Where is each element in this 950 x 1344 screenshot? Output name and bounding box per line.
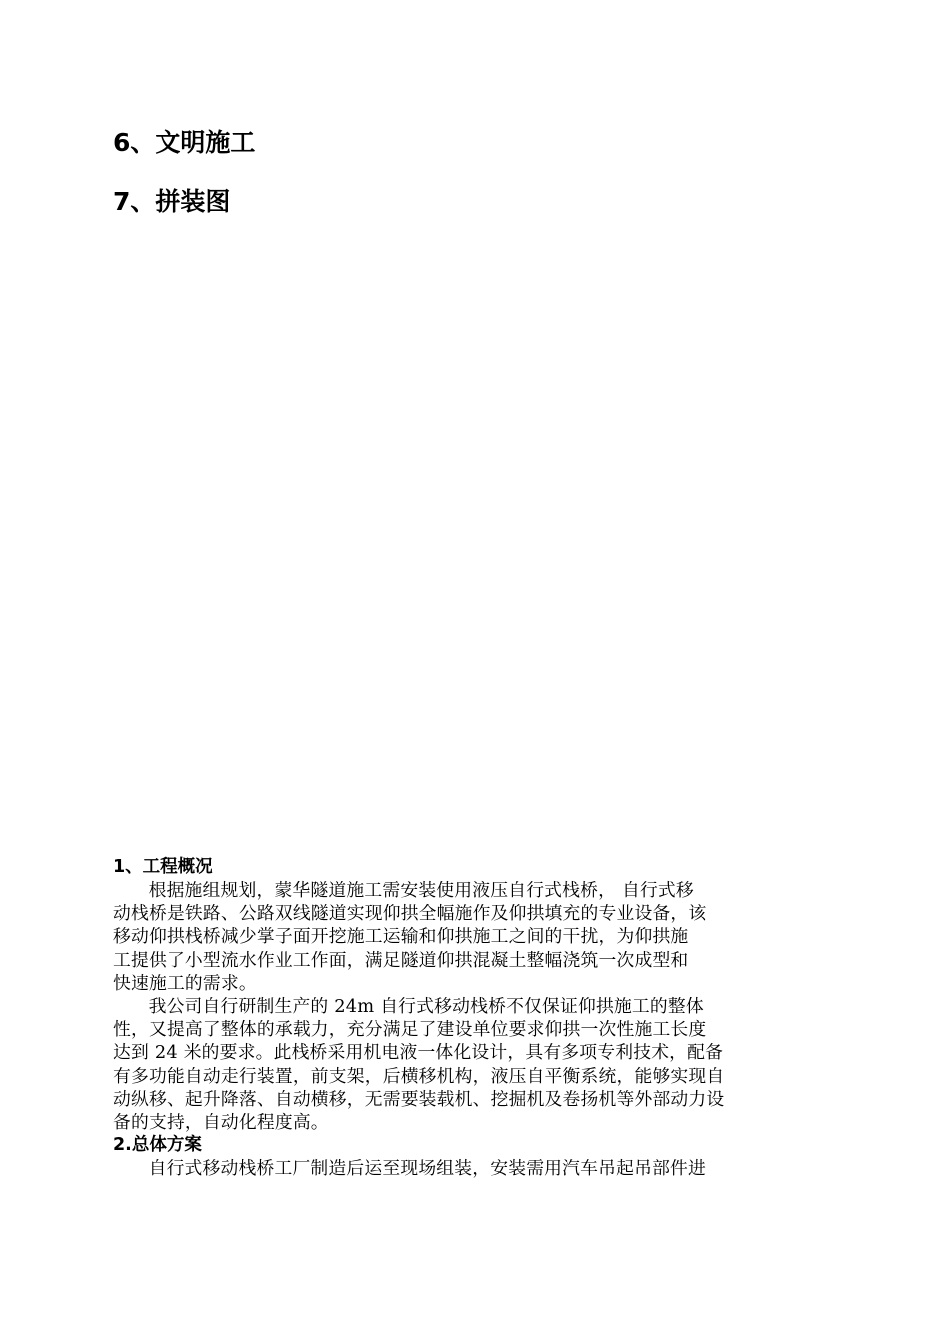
text-line: 根据施组规划，蒙华隧道施工需安装使用液压自行式栈桥， 自行式移 [148, 880, 694, 901]
text-line: 快速施工的需求。 [113, 972, 257, 994]
text-line: 自行式移动栈桥工厂制造后运至现场组装，安装需用汽车吊起吊部件进 [148, 1158, 707, 1180]
text-line: 我公司自行研制生产的 24m 自行式移动栈桥不仅保证仰拱施工的整体 [148, 996, 704, 1018]
paragraph-project-overview [113, 879, 843, 995]
paragraph-company-product [113, 995, 843, 1134]
text-line: 动纵移、起升降落、自动横移，无需要装载机、挖掘机及卷扬机等外部动力设 [113, 1088, 725, 1110]
text-line: 动栈桥是铁路、公路双线隧道实现仰拱全幅施作及仰拱填充的专业设备，该 [113, 903, 707, 925]
heading-assembly-drawing: 7、拼装图 [113, 187, 231, 216]
paragraph-overall-plan [113, 1157, 843, 1180]
section-heading-overall-plan: 2.总体方案 [113, 1135, 202, 1156]
text-line: 备的支持，自动化程度高。 [113, 1112, 329, 1134]
text-line: 达到 24 米的要求。此栈桥采用机电液一体化设计，具有多项专利技术，配备 [113, 1042, 724, 1064]
text-line: 有多功能自动走行装置，前支架，后横移机构，液压自平衡系统，能够实现自 [113, 1065, 725, 1087]
text-line: 性，又提高了整体的承载力，充分满足了建设单位要求仰拱一次性施工长度 [113, 1019, 707, 1041]
heading-civilized-construction: 6、文明施工 [113, 128, 256, 157]
document-body [113, 856, 843, 1180]
section-heading-project-overview: 1、工程概况 [113, 857, 213, 877]
text-line: 移动仰拱栈桥减少掌子面开挖施工运输和仰拱施工之间的干扰，为仰拱施 [113, 926, 689, 948]
text-line: 工提供了小型流水作业工作面，满足隧道仰拱混凝土整幅浇筑一次成型和 [113, 949, 689, 971]
